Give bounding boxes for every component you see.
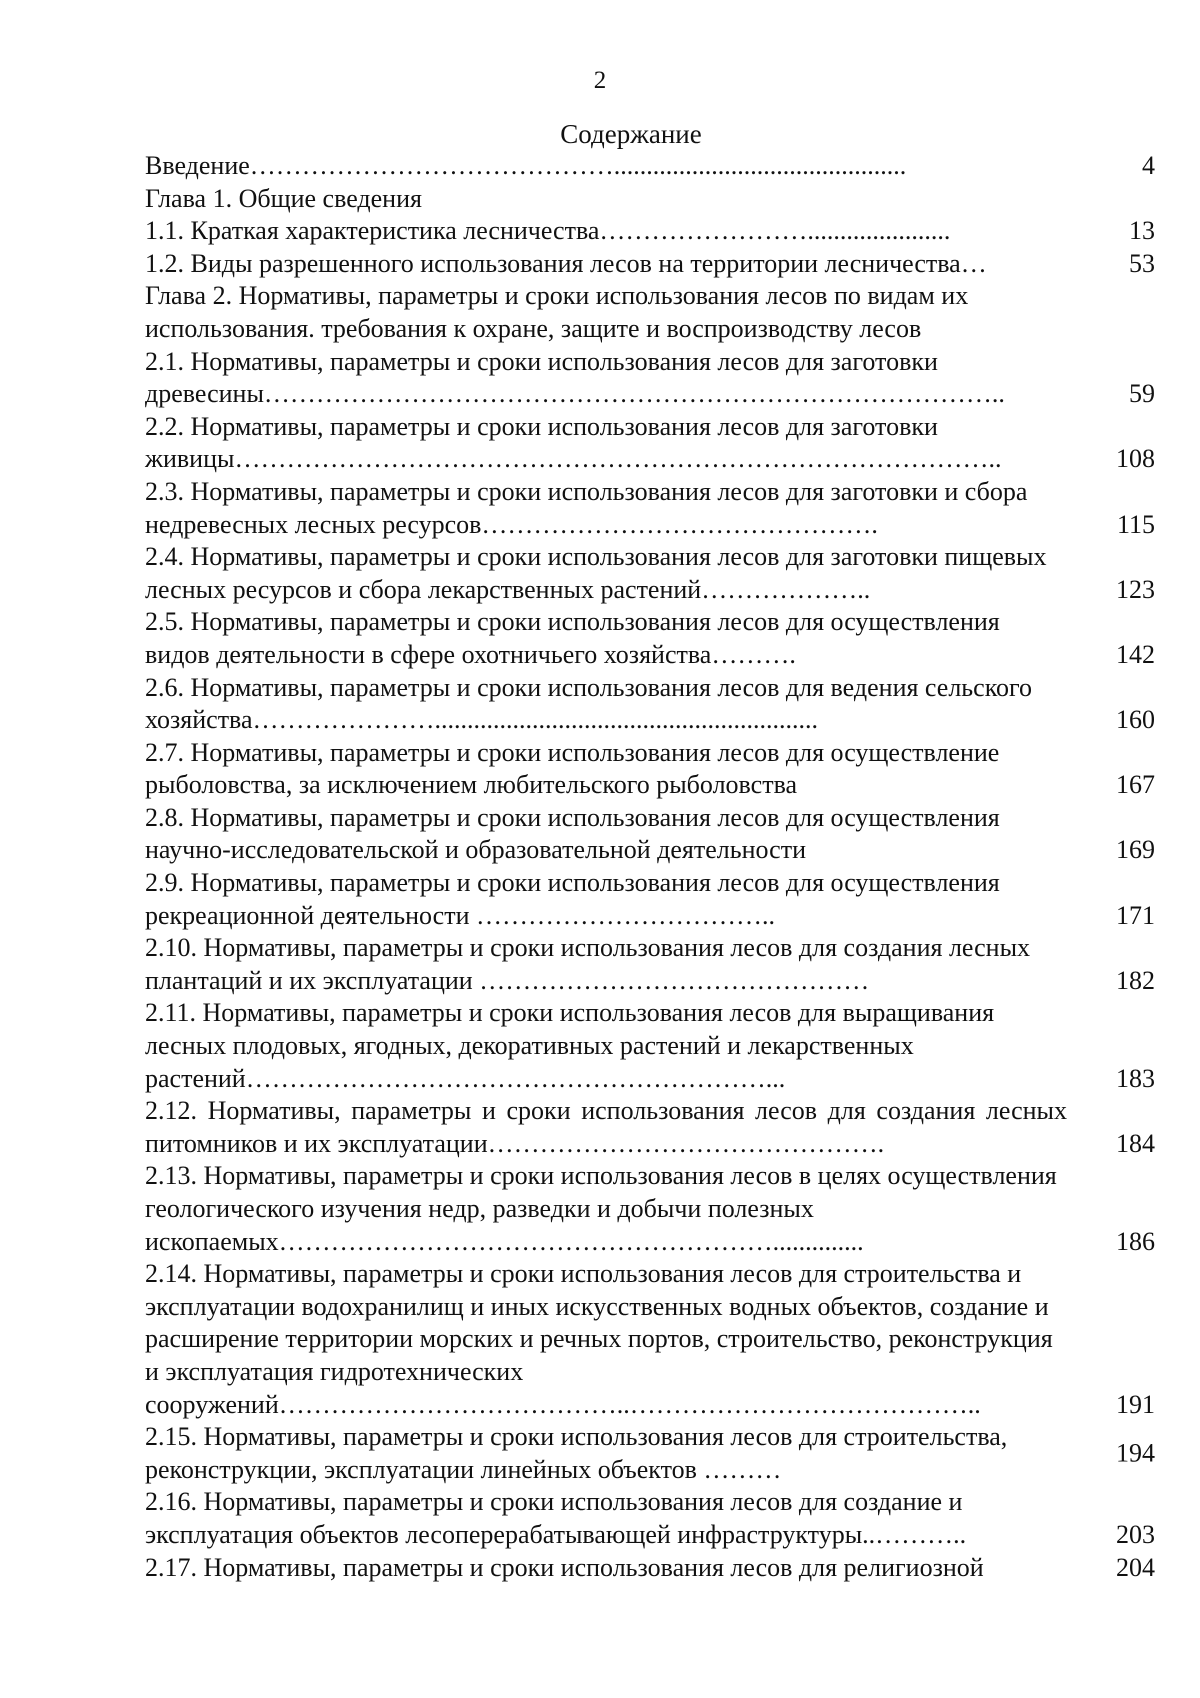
toc-entry-text: 2.8. Нормативы, параметры и сроки использования лесов для осуществления научно-исследовательской и образовательной деятельности — [145, 802, 1000, 865]
toc-title: Содержание — [560, 119, 702, 149]
toc-entry-2-3[interactable] — [145, 476, 1155, 541]
toc-entry-2-11[interactable] — [145, 997, 1155, 1095]
toc-entry-page: 142 — [1116, 639, 1155, 669]
toc-entry-page: 115 — [1116, 509, 1155, 539]
toc-entry-page: 184 — [1116, 1128, 1155, 1158]
toc-entry-page: 171 — [1116, 900, 1155, 930]
toc-entry-text: Введение……………………………………............................................. — [145, 151, 907, 180]
toc-entry-text: 2.1. Нормативы, параметры и сроки использования лесов для заготовки древесины………………………………………………………………………….. — [145, 346, 1005, 409]
toc-entry-2-10[interactable] — [145, 932, 1155, 997]
toc-entry-page: 160 — [1116, 705, 1155, 735]
toc-entry-page: 194 — [1116, 1438, 1155, 1468]
toc-entry-text: 2.16. Нормативы, параметры и сроки использования лесов для создание и эксплуатация объектов лесоперерабатывающей инфраструктуры..……….. — [145, 1487, 967, 1549]
toc-entry-text: 2.6. Нормативы, параметры и сроки использования лесов для ведения сельского хозяйства…………………........................................................... — [145, 672, 1033, 735]
toc-entry-text: 2.14. Нормативы, параметры и сроки использования лесов для строительства и эксплуатации водохранилищ и иных искусственных водных объектов, создание и расширение территории морских и речных портов, строительство, реконструкция и эксплуатация гидротехнических сооружений…………………………………..………………………………….. — [145, 1259, 1053, 1419]
toc-entry-2-14[interactable] — [145, 1258, 1155, 1421]
toc-entry-2-12[interactable] — [145, 1095, 1155, 1160]
toc-entry-page: 167 — [1116, 770, 1155, 800]
toc-entry-chapter-1[interactable] — [145, 183, 1155, 216]
toc-entry-page: 186 — [1116, 1226, 1155, 1256]
toc-entry-page: 53 — [1129, 248, 1155, 278]
toc-entry-text: 2.3. Нормативы, параметры и сроки использования лесов для заготовки и сбора недревесных лесных ресурсов………………………………………. — [145, 476, 1028, 539]
table-of-contents — [145, 150, 1155, 1584]
toc-entry-page: 183 — [1116, 1063, 1155, 1093]
toc-entry-text: 2.2. Нормативы, параметры и сроки использования лесов для заготовки живицы…………………………………………………………………………….. — [145, 411, 1002, 474]
toc-entry-1-1[interactable] — [145, 215, 1155, 248]
toc-entry-text: 2.17. Нормативы, параметры и сроки использования лесов для религиозной — [145, 1552, 984, 1582]
toc-entry-page: 182 — [1116, 965, 1155, 995]
toc-entry-text: 1.1. Краткая характеристика лесничества……………………...................... — [145, 216, 951, 246]
toc-entry-text: Глава 2. Нормативы, параметры и сроки использования лесов по видам их использования. требования к охране, защите и воспроизводству лесов — [145, 281, 969, 343]
toc-entry-text: 2.9. Нормативы, параметры и сроки использования лесов для осуществления рекреационной деятельности …………………………….. — [145, 868, 1000, 930]
toc-entry-text: 2.4. Нормативы, параметры и сроки использования лесов для заготовки пищевых лесных ресурсов и сбора лекарственных растений……………….. — [145, 542, 1047, 604]
toc-entry-page: 123 — [1116, 574, 1155, 604]
toc-entry-chapter-2[interactable] — [145, 280, 1155, 345]
toc-entry-page: 204 — [1116, 1552, 1155, 1582]
toc-entry-text: 2.7. Нормативы, параметры и сроки использования лесов для осуществление рыболовства, за исключением любительского рыболовства — [145, 737, 1000, 800]
toc-entry-2-5[interactable] — [145, 606, 1155, 671]
toc-entry-2-8[interactable] — [145, 802, 1155, 867]
toc-entry-2-9[interactable] — [145, 867, 1155, 932]
toc-entry-2-6[interactable] — [145, 672, 1155, 737]
toc-entry-text: 2.10. Нормативы, параметры и сроки использования лесов для создания лесных плантаций и их эксплуатации ……………………………………… — [145, 933, 1031, 995]
toc-entry-page: 108 — [1116, 444, 1155, 474]
toc-entry-2-16[interactable] — [145, 1486, 1155, 1551]
toc-entry-2-7[interactable] — [145, 737, 1155, 802]
toc-entry-2-13[interactable] — [145, 1160, 1155, 1258]
toc-entry-text: 2.5. Нормативы, параметры и сроки использования лесов для осуществления видов деятельности в сфере охотничьего хозяйства………. — [145, 607, 1000, 669]
toc-entry-2-15[interactable] — [145, 1421, 1155, 1486]
toc-entry-2-17[interactable] — [145, 1552, 1155, 1585]
toc-entry-text: 2.12. Нормативы, параметры и сроки использования лесов для создания лесных питомников и их эксплуатации………………………………………. — [145, 1096, 1067, 1158]
toc-entry-2-4[interactable] — [145, 541, 1155, 606]
toc-entry-2-2[interactable] — [145, 411, 1155, 476]
toc-entry-text: 2.13. Нормативы, параметры и сроки использования лесов в целях осуществления геологического изучения недр, разведки и добычи полезных ископаемых………………………………………………….............. — [145, 1161, 1057, 1256]
toc-entry-page: 191 — [1116, 1389, 1155, 1419]
toc-entry-page: 4 — [1142, 151, 1155, 180]
toc-entry-2-1[interactable] — [145, 346, 1155, 411]
toc-entry-text: 2.11. Нормативы, параметры и сроки использования лесов для выращивания лесных плодовых, ягодных, декоративных растений и лекарственных растений……………………………………………………... — [145, 998, 995, 1093]
toc-entry-page: 13 — [1129, 216, 1155, 246]
toc-entry-1-2[interactable] — [145, 248, 1155, 281]
page-number: 2 — [593, 67, 607, 94]
toc-entry-page: 203 — [1116, 1519, 1155, 1549]
toc-entry-page: 59 — [1129, 379, 1155, 409]
toc-entry-text: Глава 1. Общие сведения — [145, 183, 422, 213]
toc-entry-introduction[interactable] — [145, 150, 1155, 183]
toc-entry-page: 169 — [1116, 835, 1155, 865]
toc-entry-text: 1.2. Виды разрешенного использования лесов на территории лесничества… — [145, 248, 987, 278]
toc-entry-text: 2.15. Нормативы, параметры и сроки использования лесов для строительства, реконструкции, эксплуатации линейных объектов ……… — [145, 1422, 1008, 1484]
